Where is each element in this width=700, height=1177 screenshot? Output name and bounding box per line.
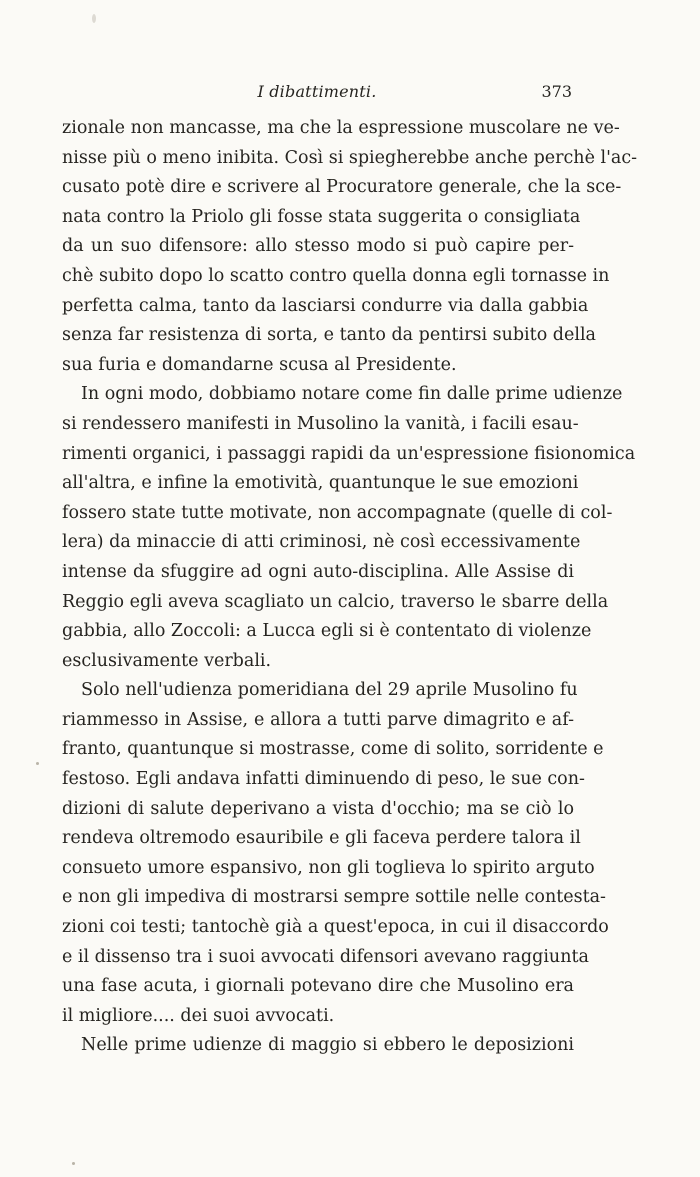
text-line: Nelle prime udienze di maggio si ebbero le deposizioni — [81, 1035, 574, 1056]
scan-speck — [36, 762, 39, 765]
text-line: zioni coi testi; tantochè già a quest'epoca, in cui il disaccordo — [62, 917, 609, 938]
text-line: rimenti organici, i passaggi rapidi da un'espressione fisionomica — [62, 443, 636, 464]
page-number: 373 — [541, 82, 572, 101]
text-line: rendeva oltremodo esauribile e gli faceva perdere talora il — [62, 828, 581, 849]
text-line: perfetta calma, tanto da lasciarsi condurre via dalla gabbia — [62, 295, 589, 316]
text-line: da un suo difensore: allo stesso modo si può capire per- — [62, 236, 574, 257]
text-line: festoso. Egli andava infatti diminuendo di peso, le sue con- — [62, 769, 585, 790]
text-line: cusato potè dire e scrivere al Procuratore generale, che la sce- — [62, 177, 622, 198]
text-line: sua furia e domandarne scusa al Presidente. — [62, 354, 457, 375]
text-line: esclusivamente verbali. — [62, 650, 272, 671]
scan-speck — [92, 14, 96, 23]
text-line: Solo nell'udienza pomeridiana del 29 aprile Musolino fu — [81, 680, 578, 701]
text-line: nata contro la Priolo gli fosse stata suggerita o consigliata — [62, 206, 581, 227]
text-line: riammesso in Assise, e allora a tutti parve dimagrito e af- — [62, 709, 574, 730]
text-line: consueto umore espansivo, non gli toglieva lo spirito arguto — [62, 857, 595, 878]
text-line: Reggio egli aveva scagliato un calcio, traverso le sbarre della — [62, 591, 609, 612]
text-line: fossero state tutte motivate, non accompagnate (quelle di col- — [62, 502, 613, 523]
text-line: gabbia, allo Zoccoli: a Lucca egli si è contentato di violenze — [62, 621, 592, 642]
scan-speck — [72, 1162, 75, 1165]
text-line: chè subito dopo lo scatto contro quella donna egli tornasse in — [62, 265, 610, 286]
text-line: all'altra, e infine la emotività, quantunque le sue emozioni — [62, 473, 579, 494]
body-text — [62, 114, 638, 1061]
running-title: I dibattimenti. — [257, 82, 377, 101]
text-line: una fase acuta, i giornali potevano dire che Musolino era — [62, 976, 574, 997]
text-line: lera) da minaccie di atti criminosi, nè così eccessivamente — [62, 532, 581, 553]
text-line: il migliore.... dei suoi avvocati. — [62, 1005, 335, 1026]
text-line: intense da sfuggire ad ogni auto-disciplina. Alle Assise di — [62, 561, 574, 582]
text-line: dizioni di salute deperivano a vista d'occhio; ma se ciò lo — [62, 798, 574, 819]
text-line: senza far resistenza di sorta, e tanto da pentirsi subito della — [62, 325, 596, 346]
text-line: franto, quantunque si mostrasse, come di solito, sorridente e — [62, 739, 604, 760]
text-line: zionale non mancasse, ma che la espressione muscolare ne ve- — [62, 118, 620, 138]
text-line: e il dissenso tra i suoi avvocati difensori avevano raggiunta — [62, 946, 589, 967]
text-line: In ogni modo, dobbiamo notare come fin dalle prime udienze — [81, 384, 623, 405]
text-line: nisse più o meno inibita. Così si spiegherebbe anche perchè l'ac- — [62, 147, 638, 168]
text-line: si rendessero manifesti in Musolino la vanità, i facili esau- — [62, 413, 579, 434]
running-head — [62, 82, 572, 106]
text-line: e non gli impediva di mostrarsi sempre sottile nelle contesta- — [62, 887, 606, 908]
